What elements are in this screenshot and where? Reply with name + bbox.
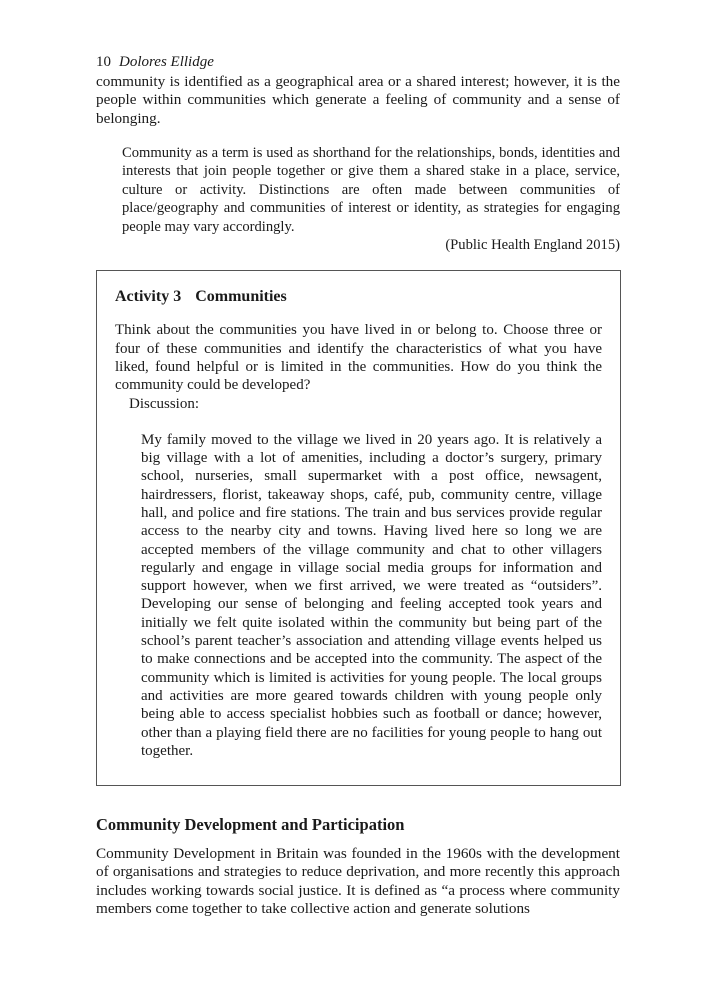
discussion-text: My family moved to the village we lived in 20 years ago. It is relatively a big village with a lot of amenities, including a doctor’s surgery, primary school, nurseries, small supermarket with a post office, newsagent, hairdressers, florist, takeaway shops, café, pub, community centre, village hall, and police and fire stations. The train and bus services provide regular access to the nearby city and towns. Having lived here so long we are accepted members of the village community and chat to other villagers regularly and engage in village social media groups for information and support however, when we first arrived, we were treated as “outsiders”. Developing our sense of belonging and feeling accepted took years and initially we felt quite isolated within the community but being part of the school’s parent teacher’s association and attending village events helped us to make connections and be accepted into the community. The aspect of the community which is limited is activities for young people. The local groups and activities are more geared towards children with young people only being able to access specialist hobbies such as football or dance; however, other than a playing field there are no facilities for young people to hang out together.: [141, 431, 602, 759]
discussion-label: Discussion:: [129, 395, 200, 412]
intro-paragraph: community is identified as a geographical area or a shared interest; however, it is the people within communities which generate a feeling of community and a sense of belonging.: [96, 73, 620, 127]
page: [96, 52, 620, 918]
activity-name: Communities: [195, 288, 287, 306]
activity-number: Activity 3: [115, 288, 182, 306]
running-head: [96, 52, 620, 72]
quote-citation: (Public Health England 2015): [445, 236, 620, 253]
section-body: Community Development in Britain was founded in the 1960s with the development of organisations and strategies to reduce deprivation, and more recently this approach includes working towards social justice. It is defined as “a process where community members come together to take collective action and generate solutions: [96, 845, 620, 918]
activity-prompt: Think about the communities you have lived in or belong to. Choose three or four of these communities and identify the characteristics of what you have liked, found helpful or is limited in the communities. How do you think the community could be developed?: [115, 322, 602, 394]
block-quote: [122, 144, 620, 254]
section-heading: Community Development and Participation: [96, 815, 405, 835]
quote-text: Community as a term is used as shorthand for the relationships, bonds, identities and interests that join people together or give them a shared stake in a place, service, culture or activity. Distinctions are often made between communities of place/geography and communities of interest or identity, as strategies for engaging people may vary accordingly.: [122, 144, 620, 235]
activity-title: [115, 286, 602, 308]
page-number: 10: [96, 54, 111, 70]
running-head-author: Dolores Ellidge: [119, 54, 214, 70]
activity-box: [96, 270, 621, 786]
